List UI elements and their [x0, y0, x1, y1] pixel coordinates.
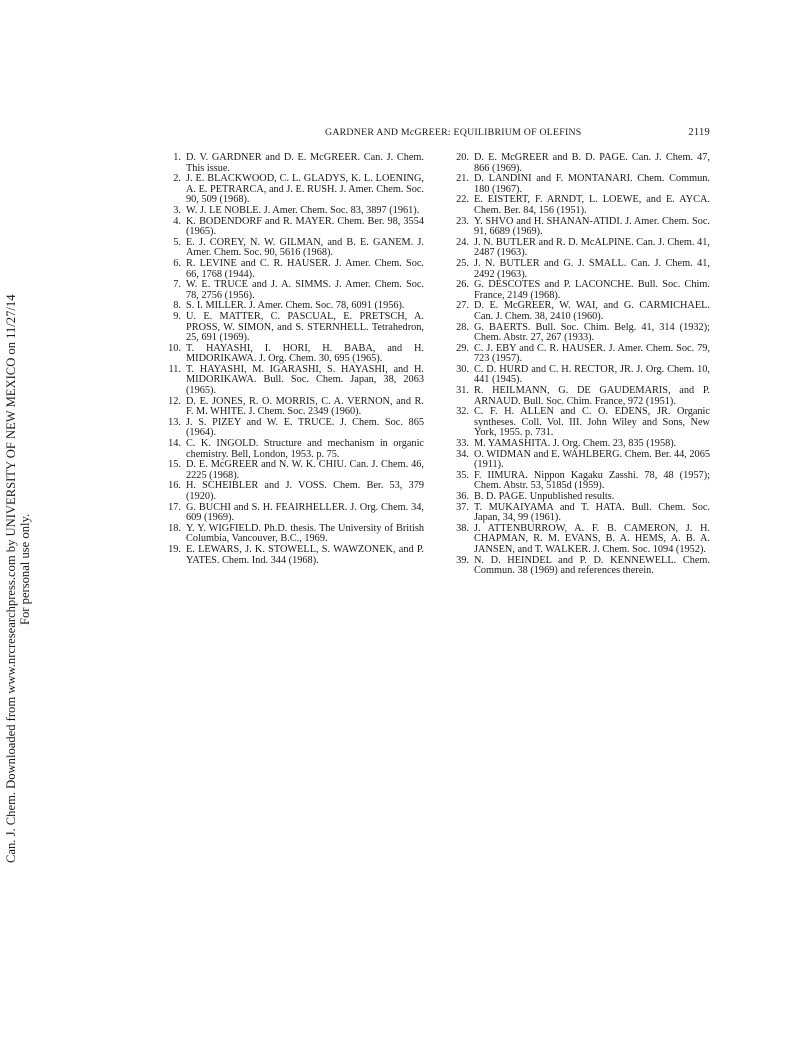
watermark-personal-use-line: For personal use only.	[18, 513, 32, 625]
reference-number: 12.	[168, 395, 181, 407]
reference-text: T. MUKAIYAMA and T. HATA. Bull. Chem. Soc. Japan, 34, 99 (1961).	[474, 501, 710, 524]
reference-number: 11.	[168, 363, 181, 375]
reference-number: 31.	[456, 385, 469, 397]
reference-text: T. HAYASHI, I. HORI, H. BABA, and H. MIDORIKAWA. J. Org. Chem. 30, 695 (1965).	[186, 342, 424, 365]
reference-text: J. ATTENBURROW, A. F. B. CAMERON, J. H. CHAPMAN, R. M. EVANS, B. A. HEMS, A. B. A. JANSEN, and T. WALKER. J. Chem. Soc. 1094 (1952).	[474, 522, 710, 555]
reference-text: B. D. PAGE. Unpublished results.	[474, 491, 615, 502]
reference-number: 39.	[456, 554, 469, 566]
reference-number: 5.	[173, 236, 181, 248]
reference-number: 19.	[168, 543, 181, 555]
reference-item	[166, 280, 424, 301]
references-right-column	[454, 153, 710, 577]
reference-item	[166, 259, 424, 280]
reference-number: 14.	[168, 438, 181, 450]
reference-number: 28.	[456, 321, 469, 333]
reference-item	[454, 153, 710, 174]
watermark-download-line: Can. J. Chem. Downloaded from www.nrcresearchpress.com by UNIVERSITY OF NEW MEXICO on 11/27/14	[4, 294, 18, 863]
reference-text: D. E. McGREER and B. D. PAGE. Can. J. Chem. 47, 866 (1969).	[474, 152, 710, 174]
references-left-column	[166, 153, 424, 566]
reference-number: 25.	[456, 257, 469, 269]
reference-number: 15.	[168, 459, 181, 471]
reference-number: 34.	[456, 448, 469, 460]
reference-text: D. V. GARDNER and D. E. McGREER. Can. J. Chem. This issue.	[186, 152, 424, 174]
reference-item	[454, 492, 710, 503]
reference-item	[166, 238, 424, 259]
reference-item	[454, 174, 710, 195]
reference-item	[454, 450, 710, 471]
reference-text: C. D. HURD and C. H. RECTOR, JR. J. Org. Chem. 10, 441 (1945).	[474, 363, 710, 386]
reference-item	[166, 344, 424, 365]
reference-item	[454, 407, 710, 439]
reference-item	[454, 280, 710, 301]
reference-number: 13.	[168, 416, 181, 428]
reference-text: W. J. LE NOBLE. J. Amer. Chem. Soc. 83, 3897 (1961).	[186, 204, 420, 216]
reference-number: 21.	[456, 173, 469, 185]
running-header	[325, 127, 710, 141]
reference-number: 4.	[173, 215, 181, 227]
download-watermark	[4, 205, 44, 865]
reference-item	[166, 174, 424, 206]
reference-item	[166, 217, 424, 238]
reference-text: K. BODENDORF and R. MAYER. Chem. Ber. 98, 3554 (1965).	[186, 215, 424, 238]
reference-text: J. N. BUTLER and G. J. SMALL. Can. J. Chem. 41, 2492 (1963).	[474, 257, 710, 280]
reference-item	[454, 344, 710, 365]
reference-number: 7.	[173, 279, 181, 291]
page-number: 2119	[688, 127, 710, 138]
reference-item	[454, 503, 710, 524]
reference-text: T. HAYASHI, M. IGARASHI, S. HAYASHI, and H. MIDORIKAWA. Bull. Soc. Chem. Japan, 38, 2063 (1965).	[186, 363, 424, 397]
reference-text: Y. Y. WIGFIELD. Ph.D. thesis. The University of British Columbia, Vancouver, B.C., 1969.	[186, 522, 424, 545]
reference-text: O. WIDMAN and E. WAHLBERG. Chem. Ber. 44, 2065 (1911).	[474, 448, 710, 471]
reference-text: R. LEVINE and C. R. HAUSER. J. Amer. Chem. Soc. 66, 1768 (1944).	[186, 257, 424, 280]
reference-text: W. E. TRUCE and J. A. SIMMS. J. Amer. Chem. Soc. 78, 2756 (1956).	[186, 279, 424, 301]
reference-text: D. E. McGREER, W. WAI, and G. CARMICHAEL. Can. J. Chem. 38, 2410 (1960).	[474, 300, 710, 322]
reference-item	[454, 556, 710, 577]
reference-text: C. F. H. ALLEN and C. O. EDENS, JR. Organic syntheses. Coll. Vol. III. John Wiley and Sons, New York, 1955. p. 731.	[474, 406, 710, 439]
reference-item	[166, 481, 424, 502]
reference-item	[166, 312, 424, 344]
reference-number: 24.	[456, 236, 469, 248]
reference-number: 26.	[456, 279, 469, 291]
reference-text: J. E. BLACKWOOD, C. L. GLADYS, K. L. LOENING, A. E. PETRARCA, and J. E. RUSH. J. Amer. Chem. Soc. 90, 509 (1968).	[186, 173, 424, 206]
reference-item	[166, 439, 424, 460]
reference-item	[166, 503, 424, 524]
reference-item	[166, 397, 424, 418]
reference-text: G. DESCOTES and P. LACONCHE. Bull. Soc. Chim. France, 2149 (1968).	[474, 279, 710, 301]
reference-text: D. LANDINI and F. MONTANARI. Chem. Commun. 180 (1967).	[474, 173, 710, 195]
reference-number: 8.	[173, 300, 181, 312]
reference-text: E. EISTERT, F. ARNDT, L. LOEWE, and E. AYCA. Chem. Ber. 84, 156 (1951).	[474, 194, 710, 216]
reference-text: D. E. JONES, R. O. MORRIS, C. A. VERNON, and R. F. M. WHITE. J. Chem. Soc. 2349 (1960).	[186, 395, 424, 418]
reference-item	[454, 217, 710, 238]
reference-text: G. BAERTS. Bull. Soc. Chim. Belg. 41, 314 (1932); Chem. Abstr. 27, 267 (1933).	[474, 321, 710, 344]
reference-number: 16.	[168, 480, 181, 492]
reference-text: H. SCHEIBLER and J. VOSS. Chem. Ber. 53, 379 (1920).	[186, 480, 424, 502]
reference-number: 17.	[168, 501, 181, 513]
reference-number: 30.	[456, 363, 469, 375]
reference-item	[166, 206, 424, 217]
reference-item	[166, 545, 424, 566]
reference-number: 33.	[456, 438, 469, 450]
reference-item	[454, 471, 710, 492]
reference-text: E. LEWARS, J. K. STOWELL, S. WAWZONEK, and P. YATES. Chem. Ind. 344 (1968).	[186, 543, 424, 566]
reference-item	[166, 153, 424, 174]
reference-text: U. E. MATTER, C. PASCUAL, E. PRETSCH, A. PROSS, W. SIMON, and S. STERNHELL. Tetrahedron, 25, 691 (1969).	[186, 310, 424, 344]
reference-text: F. IIMURA. Nippon Kagaku Zasshi. 78, 48 (1957); Chem. Abstr. 53, 5185d (1959).	[474, 469, 710, 492]
reference-number: 18.	[168, 522, 181, 534]
reference-item	[454, 195, 710, 216]
reference-text: M. YAMASHITA. J. Org. Chem. 23, 835 (1958).	[474, 438, 677, 450]
reference-number: 10.	[168, 342, 181, 354]
reference-text: G. BUCHI and S. H. FEAIRHELLER. J. Org. Chem. 34, 609 (1969).	[186, 501, 424, 524]
reference-text: C. J. EBY and C. R. HAUSER. J. Amer. Chem. Soc. 79, 723 (1957).	[474, 342, 710, 365]
reference-number: 32.	[456, 406, 469, 418]
reference-item	[166, 524, 424, 545]
reference-item	[454, 238, 710, 259]
reference-text: S. I. MILLER. J. Amer. Chem. Soc. 78, 6091 (1956).	[186, 300, 405, 312]
reference-text: R. HEILMANN, G. DE GAUDEMARIS, and P. ARNAUD. Bull. Soc. Chim. France, 972 (1951).	[474, 385, 710, 407]
reference-number: 6.	[173, 257, 181, 269]
reference-number: 37.	[456, 501, 469, 513]
reference-item	[454, 323, 710, 344]
reference-number: 9.	[173, 310, 181, 322]
reference-text: D. E. McGREER and N. W. K. CHIU. Can. J. Chem. 46, 2225 (1968).	[186, 459, 424, 481]
reference-item	[454, 259, 710, 280]
reference-number: 22.	[456, 194, 469, 206]
reference-item	[454, 386, 710, 407]
reference-number: 35.	[456, 469, 469, 481]
reference-number: 1.	[173, 152, 181, 163]
reference-number: 38.	[456, 522, 469, 534]
reference-number: 2.	[173, 173, 181, 185]
reference-item	[166, 418, 424, 439]
reference-number: 36.	[456, 491, 469, 502]
reference-text: J. S. PIZEY and W. E. TRUCE. J. Chem. Soc. 865 (1964).	[186, 416, 424, 439]
reference-text: Y. SHVO and H. SHANAN-ATIDI. J. Amer. Chem. Soc. 91, 6689 (1969).	[474, 215, 710, 238]
reference-item	[166, 365, 424, 397]
reference-number: 20.	[456, 152, 469, 163]
reference-text: C. K. INGOLD. Structure and mechanism in organic chemistry. Bell, London, 1953. p. 75.	[186, 438, 424, 460]
reference-text: N. D. HEINDEL and P. D. KENNEWELL. Chem. Commun. 38 (1969) and references therein.	[474, 554, 710, 577]
reference-number: 29.	[456, 342, 469, 354]
reference-text: E. J. COREY, N. W. GILMAN, and B. E. GANEM. J. Amer. Chem. Soc. 90, 5616 (1968).	[186, 236, 424, 259]
reference-number: 23.	[456, 215, 469, 227]
reference-number: 27.	[456, 300, 469, 312]
reference-item	[166, 460, 424, 481]
reference-text: J. N. BUTLER and R. D. McALPINE. Can. J. Chem. 41, 2487 (1963).	[474, 236, 710, 259]
running-header-title: GARDNER AND McGREER: EQUILIBRIUM OF OLEFINS	[325, 127, 582, 138]
reference-number: 3.	[173, 204, 181, 216]
reference-item	[454, 524, 710, 556]
reference-item	[454, 301, 710, 322]
reference-item	[454, 365, 710, 386]
